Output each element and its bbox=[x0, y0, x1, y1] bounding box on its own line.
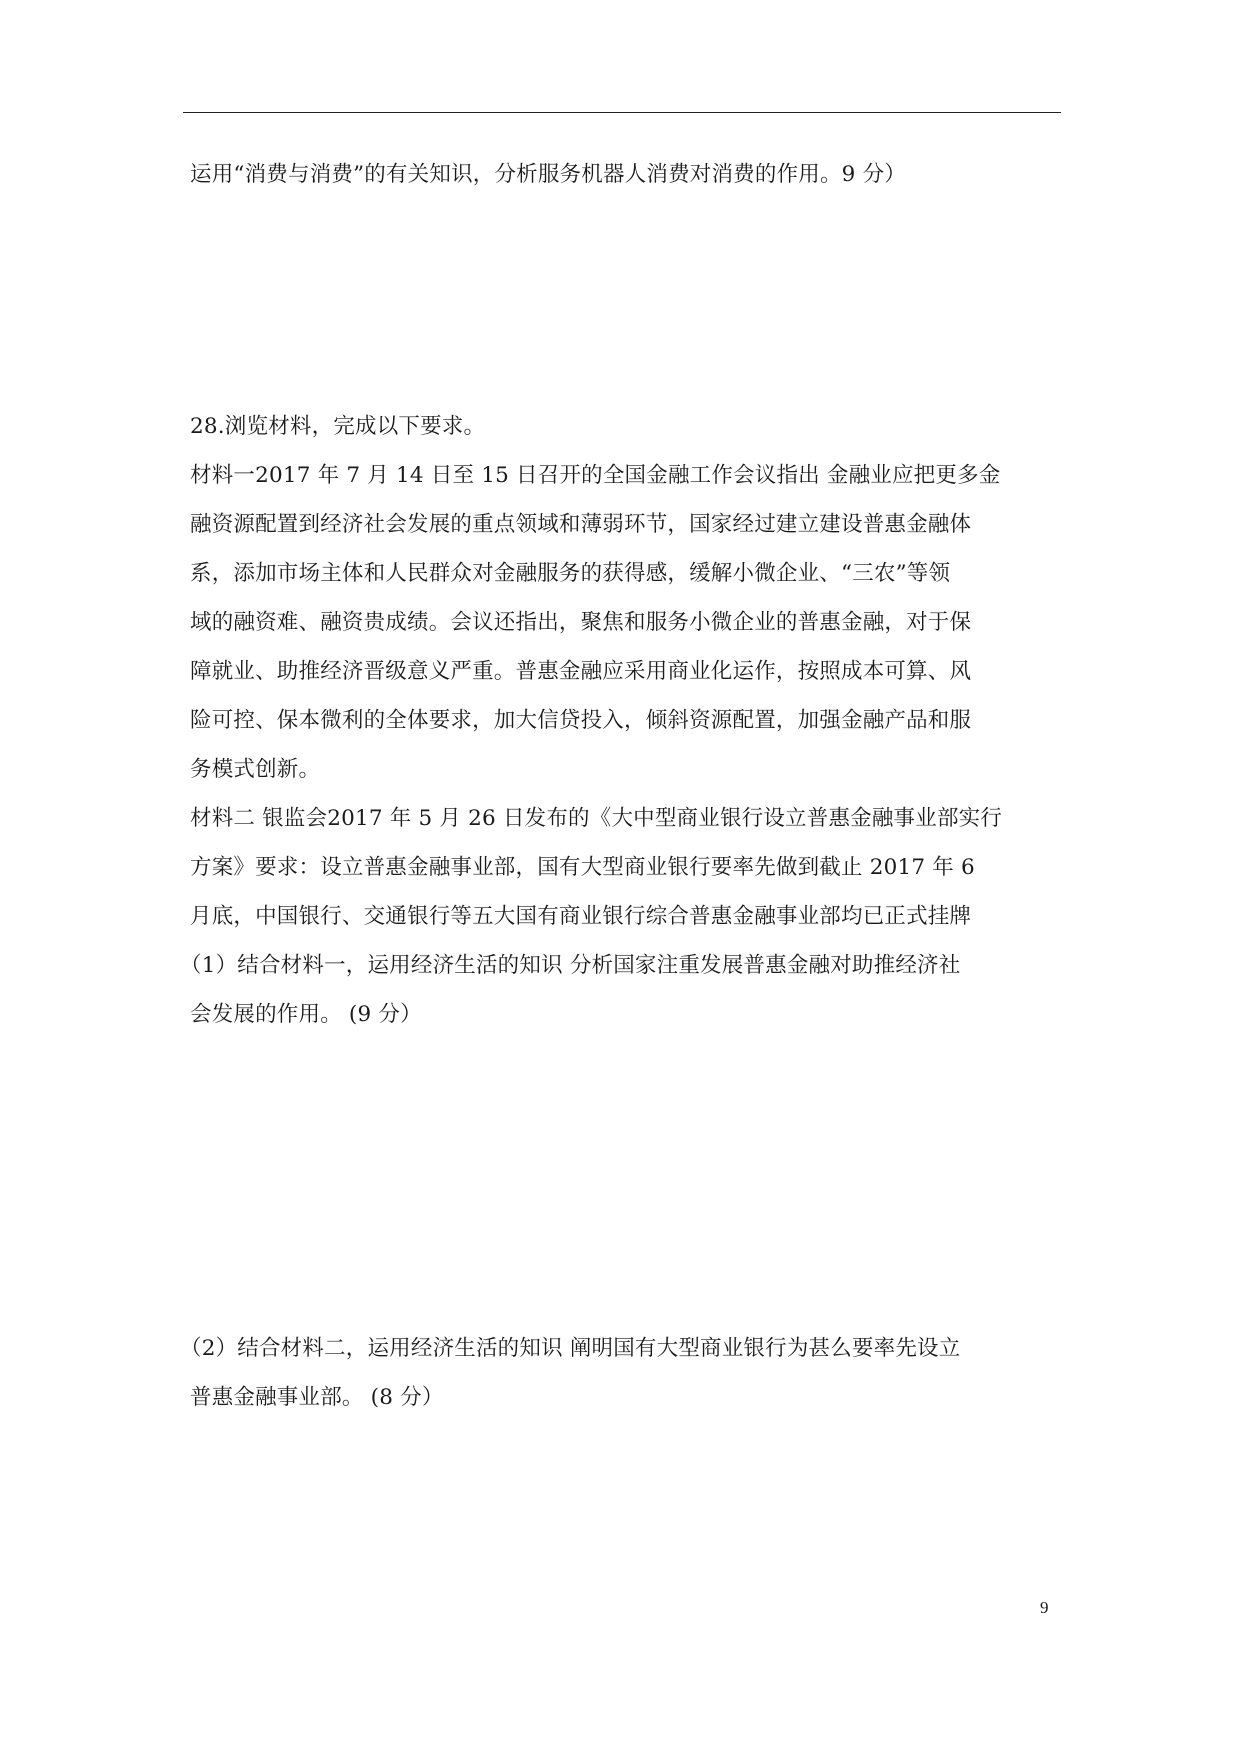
material2-line: 方案》要求：设立普惠金融事业部，国有大型商业银行要率先做到截止 2017 年 6 bbox=[190, 855, 975, 880]
material1-line: 系，添加市场主体和人民群众对金融服务的获得感，缓解小微企业、“三农”等领 bbox=[190, 561, 951, 586]
material1-line: 材料一2017 年 7 月 14 日至 15 日召开的全国金融工作会议指出 金融业应把更多金 bbox=[190, 463, 1001, 488]
material1-line: 务模式创新。 bbox=[190, 757, 321, 782]
sub-question-2-line: 普惠金融事业部。 (8 分） bbox=[190, 1385, 444, 1410]
material1-line: 融资源配置到经济社会发展的重点领域和薄弱环节，国家经过建立建设普惠金融体 bbox=[190, 512, 972, 537]
header-rule bbox=[183, 112, 1061, 113]
material1-line: 险可控、保本微利的全体要求，加大信贷投入，倾斜资源配置，加强金融产品和服 bbox=[190, 708, 972, 733]
q28-heading: 28.浏览材料，完成以下要求。 bbox=[190, 414, 486, 439]
q27-tail-text: 运用“消费与消费”的有关知识，分析服务机器人消费对消费的作用。9 分） bbox=[190, 162, 906, 187]
material1-line: 障就业、助推经济晋级意义严重。普惠金融应采用商业化运作，按照成本可算、风 bbox=[190, 659, 972, 684]
sub-question-1-line: （1）结合材料一，运用经济生活的知识 分析国家注重发展普惠金融对助推经济社 bbox=[180, 953, 961, 978]
sub-question-2-line: （2）结合材料二，运用经济生活的知识 阐明国有大型商业银行为甚么要率先设立 bbox=[180, 1336, 961, 1361]
material1-line: 域的融资难、融资贵成绩。会议还指出，聚焦和服务小微企业的普惠金融，对于保 bbox=[190, 610, 972, 635]
material2-line: 材料二 银监会2017 年 5 月 26 日发布的《大中型商业银行设立普惠金融事业部实行 bbox=[190, 806, 1003, 831]
page-number: 9 bbox=[1040, 1598, 1049, 1617]
material2-line: 月底，中国银行、交通银行等五大国有商业银行综合普惠金融事业部均已正式挂牌 bbox=[190, 904, 972, 929]
sub-question-1-line: 会发展的作用。 (9 分） bbox=[190, 1002, 422, 1027]
